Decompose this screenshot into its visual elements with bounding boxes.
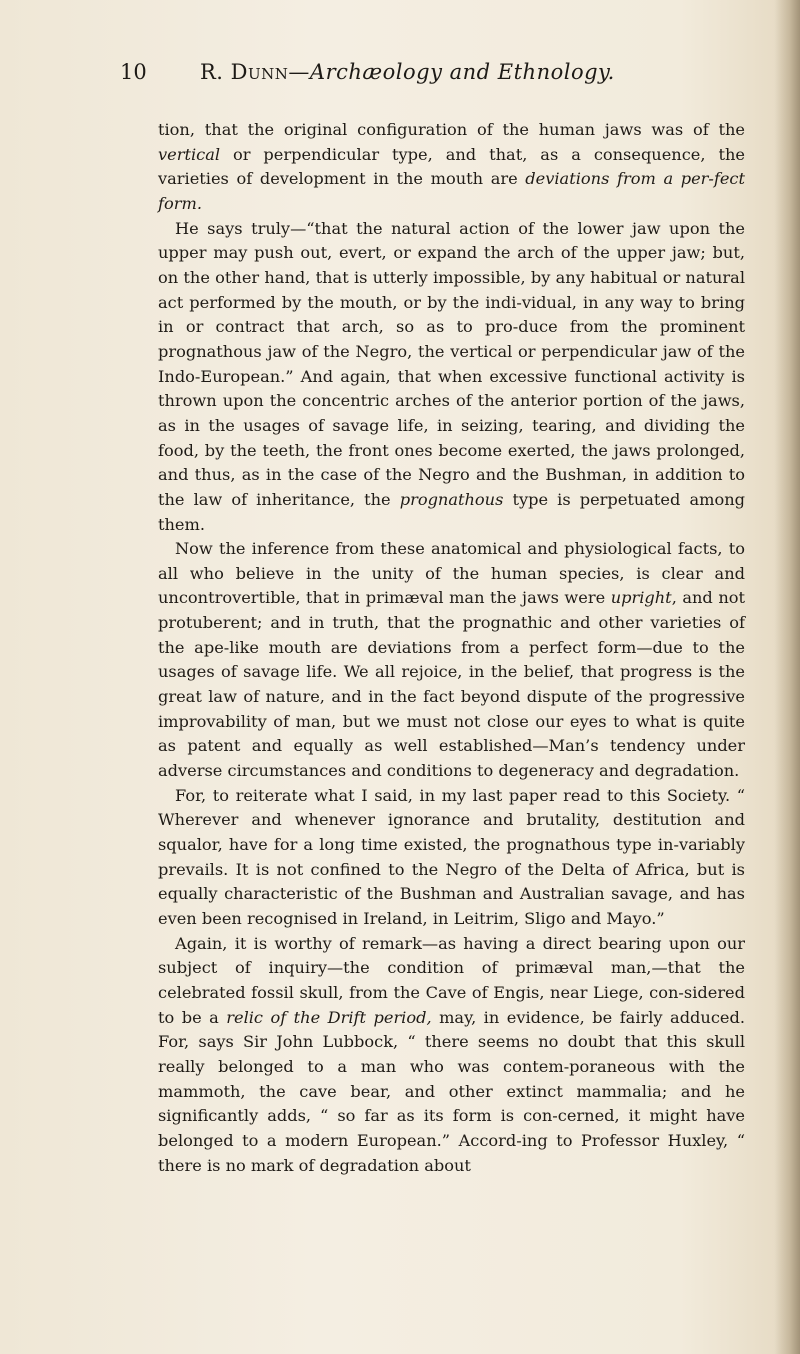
paragraph [158, 932, 745, 1179]
body-text [158, 118, 745, 1178]
text-run: , and not protuberent; and in truth, that the prognathic and other varieties of the ape-like mouth are deviations from a perfect form—due to the usages of savage life. We all rejoice, in the belief, that progress is the great law of nature, and in the fact beyond dispute of the progressive improvability of man, but we must not close our eyes to what is quite as patent and equally as well established—Man’s tendency under adverse circumstances and conditions to degeneracy and degradation. [158, 588, 745, 781]
book-title: Archæology and Ethnology. [309, 60, 615, 84]
page-number: 10 [120, 60, 147, 84]
italic-text: prognathous [399, 489, 504, 509]
running-title [200, 60, 615, 84]
page-gutter-shadow [774, 0, 800, 1354]
author-surname: Dunn [230, 60, 289, 84]
italic-text: relic of the Drift period, [226, 1007, 432, 1027]
paragraph [158, 118, 745, 217]
paragraph [158, 537, 745, 784]
text-run: Again, it is worthy of remark—as having a direct bearing upon our subject of inquiry—the condition of primæval man,—that the celebrated fossil skull, from the Cave of Engis, near Liege, con-sidered to be a [158, 933, 745, 1027]
text-run: tion, that the original configuration of the human jaws was of the [158, 120, 745, 139]
paragraph [158, 217, 745, 538]
text-run: type is perpetuated among them. [158, 489, 745, 534]
running-head [120, 60, 720, 94]
author-initial: R. [200, 60, 231, 84]
italic-text: deviations from a per-fect form. [158, 169, 746, 213]
text-run: Now the inference from these anatomical and physiological facts, to all who believe in the unity of the human species, is clear and uncontrovertible, that in primæval man the jaws were [158, 539, 745, 608]
italic-text: vertical [158, 144, 221, 164]
text-run: or perpendicular type, and that, as a consequence, the varieties of development in the mouth are [158, 144, 745, 189]
italic-text: upright [610, 588, 672, 608]
paragraph [158, 784, 745, 932]
text-run: may, in evidence, be fairly adduced. For, says Sir John Lubbock, “ there seems no doubt that this skull really belonged to a man who was contem-poraneous with the mammoth, the cave bear, and other extinct mammalia; and he significantly adds, “ so far as its form is con-cerned, it might have belonged to a modern European.” Accord-ing to Professor Huxley, “ there is no mark of degradation about [158, 1007, 745, 1175]
title-separator: — [288, 60, 310, 84]
text-run: He says truly—“that the natural action of the lower jaw upon the upper may push out, evert, or expand the arch of the upper jaw; but, on the other hand, that is utterly impossible, by any habitual or natural act performed by the mouth, or by the indi-vidual, in any way to bring in or contract that arch, so as to pro-duce from the prominent prognathous jaw of the Negro, the vertical or perpendicular jaw of the Indo-European.” And again, that when excessive functional activity is thrown upon the concentric arches of the anterior portion of the jaws, as in the usages of savage life, in seizing, tearing, and dividing the food, by the teeth, the front ones become exerted, the jaws prolonged, and thus, as in the case of the Negro and the Bushman, in addition to the law of inheritance, the [158, 218, 745, 509]
text-run: For, to reiterate what I said, in my last paper read to this Society. “ Wherever and whenever ignorance and brutality, destitution and squalor, have for a long time existed, the prognathous type in-variably prevails. It is not confined to the Negro of the Delta of Africa, but is equally characteristic of the Bushman and Australian savage, and has even been recognised in Ireland, in Leitrim, Sligo and Mayo.” [158, 785, 745, 928]
